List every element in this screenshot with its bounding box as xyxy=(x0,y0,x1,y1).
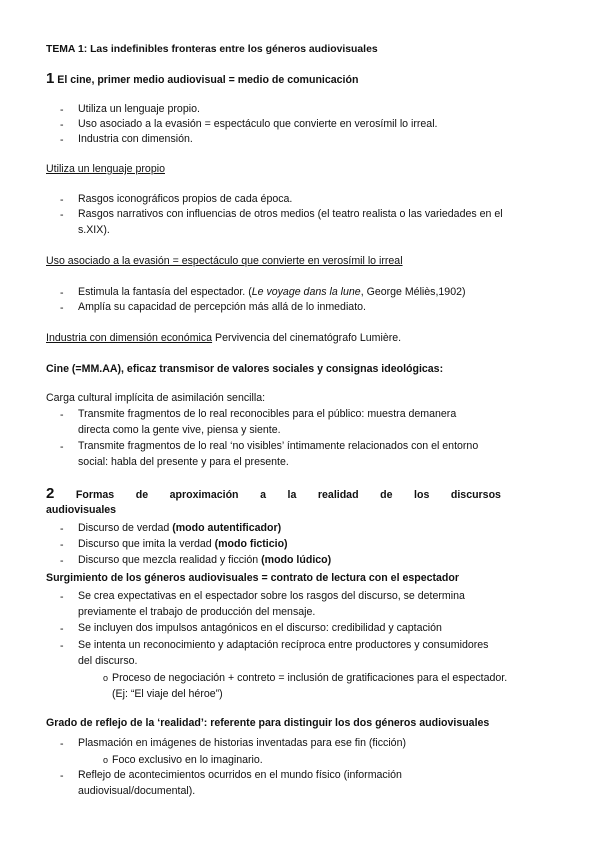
list-item-continuation: social: habla del presente y para el presente. xyxy=(78,456,289,468)
section-1-heading xyxy=(46,72,358,87)
bullet-dash: - xyxy=(60,134,64,146)
list-item: Amplía su capacidad de percepción más allá de lo inmediato. xyxy=(78,301,366,313)
list-item: Transmite fragmentos de lo real reconocibles para el público: muestra demanera xyxy=(78,408,457,420)
section-title-continuation: audiovisuales xyxy=(46,504,117,516)
list-item: Se incluyen dos impulsos antagónicos en el discurso: credibilidad y captación xyxy=(78,622,442,634)
bullet-dash: - xyxy=(60,441,64,453)
bullet-dash: - xyxy=(60,539,64,551)
list-item: Se intenta un reconocimiento y adaptación recíproca entre productores y consumidores xyxy=(78,639,489,651)
bullet-dash: - xyxy=(60,287,64,299)
list-item-continuation: del discurso. xyxy=(78,655,138,667)
list-item: Uso asociado a la evasión = espectáculo que convierte en verosímil lo irreal. xyxy=(78,118,438,130)
list-item: Transmite fragmentos de lo real ‘no visibles’ íntimamente relacionados con el entorno xyxy=(78,440,479,452)
section-heading: Cine (=MM.AA), eficaz transmisor de valores sociales y consignas ideológicas: xyxy=(46,363,444,375)
list-item: Reflejo de acontecimientos ocurridos en el mundo físico (información xyxy=(78,769,402,781)
list-item: Estimula la fantasía del espectador. (Le voyage dans la lune, George Méliès,1902) xyxy=(78,286,466,298)
bullet-dash: - xyxy=(60,738,64,750)
bullet-circle: o xyxy=(103,755,109,765)
section-title: El cine, primer medio audiovisual = medio de comunicación xyxy=(57,74,359,86)
section-heading: Surgimiento de los géneros audiovisuales = contrato de lectura con el espectador xyxy=(46,572,459,584)
section-heading: Grado de reflejo de la ‘realidad’: referente para distinguir los dos géneros audiovisuales xyxy=(46,717,490,729)
list-item: Utiliza un lenguaje propio. xyxy=(78,103,200,115)
bullet-dash: - xyxy=(60,104,64,116)
subsection-heading: Uso asociado a la evasión = espectáculo que convierte en verosímil lo irreal xyxy=(46,255,403,267)
list-item-continuation: directa como la gente vive, piensa y siente. xyxy=(78,424,281,436)
document-title: TEMA 1: Las indefinibles fronteras entre los géneros audiovisuales xyxy=(46,44,378,55)
bullet-circle: o xyxy=(103,673,109,683)
bullet-dash: - xyxy=(60,555,64,567)
list-item: Discurso que imita la verdad (modo ficticio) xyxy=(78,538,288,550)
section-number: 1 xyxy=(46,70,55,87)
bullet-dash: - xyxy=(60,209,64,221)
list-item: Plasmación en imágenes de historias inventadas para ese fin (ficción) xyxy=(78,737,406,749)
bullet-dash: - xyxy=(60,640,64,652)
list-item: Rasgos narrativos con influencias de otros medios (el teatro realista o las variedades en el xyxy=(78,208,503,220)
sub-list-item: Foco exclusivo en lo imaginario. xyxy=(112,754,263,766)
industria-text: Pervivencia del cinematógrafo Lumière. xyxy=(212,332,402,344)
bullet-dash: - xyxy=(60,194,64,206)
sub-list-item-continuation: (Ej: “El viaje del héroe”) xyxy=(112,688,223,700)
list-item: Discurso de verdad (modo autentificador) xyxy=(78,522,282,534)
bullet-dash: - xyxy=(60,119,64,131)
bullet-dash: - xyxy=(60,409,64,421)
bullet-dash: - xyxy=(60,591,64,603)
list-item: Se crea expectativas en el espectador sobre los rasgos del discurso, se determina xyxy=(78,590,465,602)
list-item: Rasgos iconográficos propios de cada época. xyxy=(78,193,293,205)
list-item-continuation: s.XIX). xyxy=(78,224,110,236)
subsection-heading: Utiliza un lenguaje propio xyxy=(46,163,165,175)
list-item-continuation: previamente el trabajo de producción del mensaje. xyxy=(78,606,316,618)
bullet-dash: - xyxy=(60,302,64,314)
bullet-dash: - xyxy=(60,623,64,635)
list-item-continuation: audiovisual/documental). xyxy=(78,785,196,797)
sub-list-item: Proceso de negociación + contreto = inclusión de gratificaciones para el espectador. xyxy=(112,672,508,684)
bullet-dash: - xyxy=(60,770,64,782)
bullet-dash: - xyxy=(60,523,64,535)
industria-line xyxy=(46,332,401,345)
list-item: Discurso que mezcla realidad y ficción (modo lúdico) xyxy=(78,554,332,566)
paragraph-intro: Carga cultural implícita de asimilación sencilla: xyxy=(46,392,266,404)
section-2-heading: 2 Formas de aproximación a la realidad de los discursos xyxy=(46,485,501,502)
list-item: Industria con dimensión. xyxy=(78,133,193,145)
section-number: 2 xyxy=(46,485,55,502)
film-title: Le voyage dans la lune xyxy=(251,286,361,298)
subsection-heading: Industria con dimensión económica xyxy=(46,332,213,344)
